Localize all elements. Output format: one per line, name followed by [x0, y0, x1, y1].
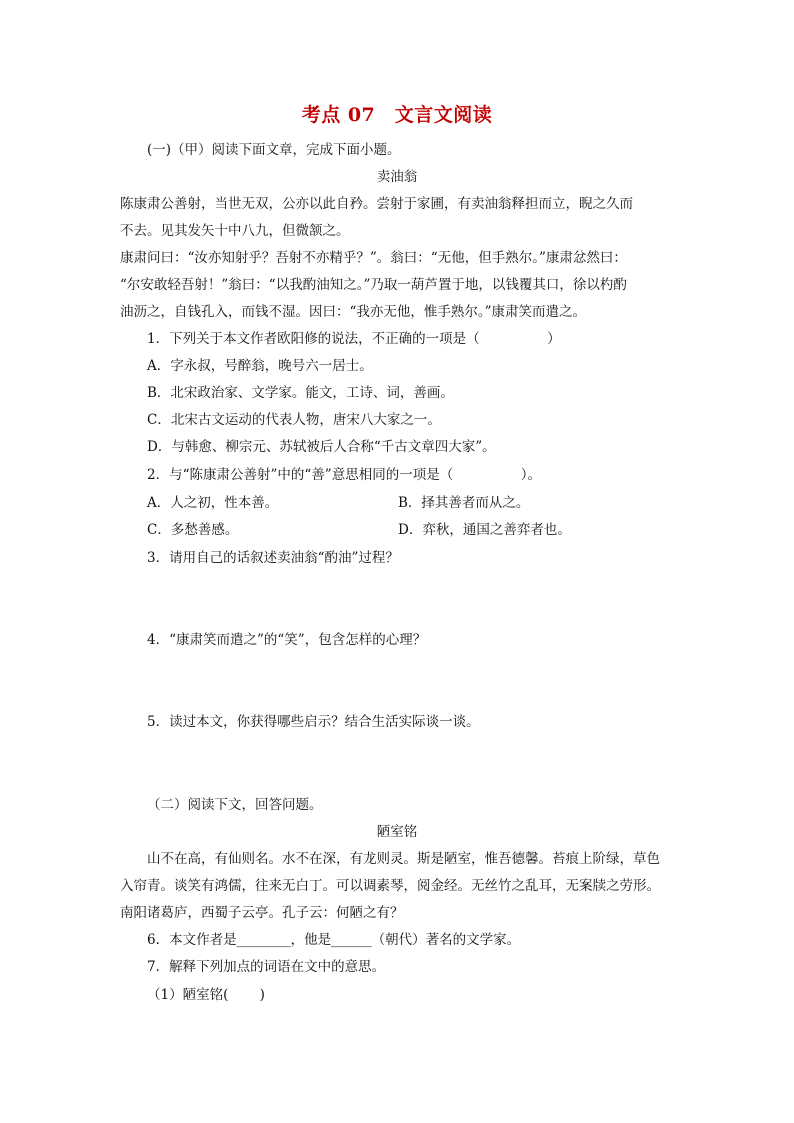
passage1-line: “尔安敢轻吾射！”翁曰：“以我酌油知之。”乃取一葫芦置于地，以钱覆其口，徐以杓酌 — [120, 277, 627, 293]
q1-option-b: B．北宋政治家、文学家。能文，工诗、词，善画。 — [147, 385, 454, 401]
question-5: 5．读过本文，你获得哪些启示？结合生活实际谈一谈。 — [147, 714, 480, 730]
question-3: 3．请用自己的话叙述卖油翁“酌油”过程？ — [147, 550, 399, 566]
part1-instruction: (一)（甲）阅读下面文章，完成下面小题。 — [147, 142, 401, 158]
passage1-line: 康肃问曰：“汝亦知射乎？吾射不亦精乎？”。翁曰：“无他，但手熟尔。”康肃忿然曰： — [120, 250, 627, 266]
passage2-line: 山不在高，有仙则名。水不在深，有龙则灵。斯是陋室，惟吾德馨。苔痕上阶绿，草色 — [147, 851, 660, 867]
page-title: 考点 07 文言文阅读 — [301, 104, 493, 126]
q1-option-a: A．字永叔，号醉翁，晚号六一居士。 — [147, 358, 373, 374]
passage2-heading: 陋室铭 — [376, 824, 418, 840]
q2-option-a: A．人之初，性本善。 — [147, 495, 279, 511]
passage1-heading: 卖油翁 — [376, 169, 418, 185]
passage1-line: 不去。见其发矢十中八九，但微颔之。 — [120, 223, 350, 239]
question-7: 7．解释下列加点的词语在文中的意思。 — [147, 959, 386, 975]
question-6: 6．本文作者是________，他是______（朝代）著名的文学家。 — [147, 932, 521, 948]
passage1-line: 油沥之，自钱孔入，而钱不湿。因曰：“我亦无他，惟手熟尔。”康肃笑而遣之。 — [120, 304, 587, 320]
passage1-line: 陈康肃公善射，当世无双，公亦以此自矜。尝射于家圃，有卖油翁释担而立，睨之久而 — [120, 196, 633, 212]
q2-option-b: B．择其善者而从之。 — [398, 495, 530, 511]
q2-option-d: D．弈秋，通国之善弈者也。 — [398, 522, 571, 538]
part2-instruction: （二）阅读下文，回答问题。 — [147, 797, 323, 813]
q1-option-c: C．北宋古文运动的代表人物，唐宋八大家之一。 — [147, 412, 441, 428]
question-4: 4．“康肃笑而遣之”的“笑”，包含怎样的心理？ — [147, 632, 427, 648]
question-2: 2．与“陈康肃公善射”中的“善”意思相同的一项是（ ）。 — [147, 467, 541, 483]
question-1: 1．下列关于本文作者欧阳修的说法，不正确的一项是（ ） — [147, 331, 561, 347]
question-7-sub-1: （1）陋室铭( ) — [147, 987, 265, 1003]
passage2-line: 入帘青。谈笑有鸿儒，往来无白丁。可以调素琴，阅金经。无丝竹之乱耳，无案牍之劳形。 — [120, 878, 660, 894]
passage2-line: 南阳诸葛庐，西蜀子云亭。孔子云：何陋之有？ — [120, 905, 404, 921]
q1-option-d: D．与韩愈、柳宗元、苏轼被后人合称“千古文章四大家”。 — [147, 439, 496, 455]
q2-option-c: C．多愁善感。 — [147, 522, 239, 538]
